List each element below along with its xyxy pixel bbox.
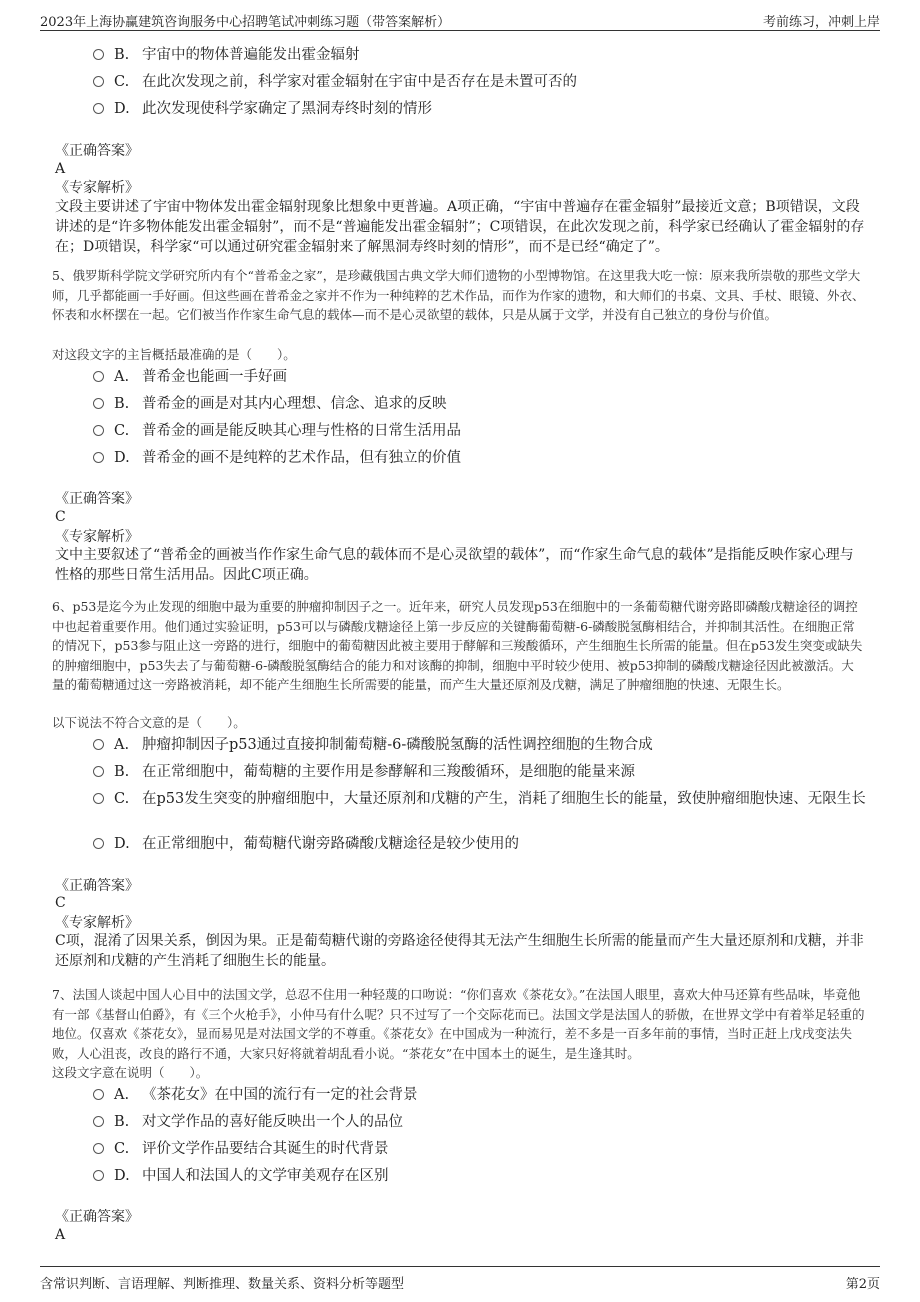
- q5-stem: 5、俄罗斯科学院文学研究所内有个“普希金之家”，是珍藏俄国古典文学大师们遗物的小型博物馆。在这里我大吃一惊：原来我所崇敬的那些文学大师，几乎都能画一手好画。但这些画在普希金之家并不作为一种纯粹的艺术作品，而作为作家的遗物，和大师们的书桌、文具、手杖、眼镜、外衣、怀表和水杯摆在一起。它们被当作作家生命气息的载体—而不是心灵欲望的载体，只是从属于文学，并没有自己独立的身份与价值。: [52, 268, 865, 322]
- q4-answer-label: 《正确答案》: [55, 143, 139, 159]
- q6-stem: 6、p53是迄今为止发现的细胞中最为重要的肿瘤抑制因子之一。近年来，研究人员发现p53在细胞中的一条葡萄糖代谢旁路即磷酸戊糖途径的调控中也起着重要作用。他们通过实验证明，p53可以与磷酸戊糖途径上第一步反应的关键酶葡萄糖-6-磷酸脱氢酶相结合，并抑制其活性。在细胞正常的情况下，p53参与阻止这一旁路的进行，细胞中的葡萄糖因此被主要用于酵解和三羧酸循环，产生细胞生长所需的能量。但在p53发生突变或缺失的肿瘤细胞中，p53失去了与葡萄糖-6-磷酸脱氢酶结合的能力和对该酶的抑制，细胞中平时较少使用、被p53抑制的磷酸戊糖途径因此被激活。大量的葡萄糖通过这一旁路被消耗，却不能产生细胞生长所需要的能量，而产生大量还原剂及戊糖，满足了肿瘤细胞的快速、无限生长。: [52, 599, 863, 692]
- q5-question: 对这段文字的主旨概括最准确的是（ ）。: [52, 347, 296, 362]
- q5-analysis-label: 《专家解析》: [55, 529, 139, 545]
- q6-option-c[interactable]: C. 在p53发生突变的肿瘤细胞中，大量还原剂和戊糖的产生，消耗了细胞生长的能量，致使肿瘤细胞快速、无限生长: [93, 789, 868, 809]
- q7-answer-label: 《正确答案》: [55, 1209, 139, 1225]
- q6-option-d[interactable]: D. 在正常细胞中，葡萄糖代谢旁路磷酸戊糖途径是较少使用的: [93, 834, 519, 854]
- header-slogan: 考前练习，冲刺上岸: [762, 15, 880, 30]
- q5-option-a[interactable]: A. 普希金也能画一手好画: [93, 367, 287, 387]
- q4-analysis: 文段主要讲述了宇宙中物体发出霍金辐射现象比想象中更普遍。A项正确，“宇宙中普遍存在霍金辐射”最接近文意；B项错误，文段讲述的是“许多物体能发出霍金辐射”，而不是“普遍能发出霍金辐射”；C项错误，在此次发现之前，科学家已经确认了霍金辐射的存在；D项错误，科学家“可以通过研究霍金辐射来了解黑洞寿终时刻的情形”，而不是已经“确定了”。: [55, 199, 865, 255]
- q5-answer-label: 《正确答案》: [55, 491, 139, 507]
- q7-stem: 7、法国人谈起中国人心目中的法国文学，总忍不住用一种轻蔑的口吻说：“你们喜欢《茶花女》。”在法国人眼里，喜欢大仲马还算有些品味，毕竟他有一部《基督山伯爵》，有《三个火枪手》，小仲马有什么呢？只不过写了一个交际花而已。法国文学是法国人的骄傲，在世界文学中有着举足轻重的地位。仅喜欢《茶花女》，显而易见是对法国文学的不尊重。《茶花女》在中国成为一种流行，差不多是一百多年前的事情，当时正赶上戊戌变法失败，人心沮丧，改良的路行不通，大家只好将就着胡乱看小说。“茶花女”在中国本土的诞生，是生逢其时。: [52, 987, 865, 1061]
- q4-answer: A: [55, 161, 66, 177]
- q6-question: 以下说法不符合文意的是（ ）。: [52, 715, 246, 730]
- radio-icon[interactable]: [93, 371, 104, 382]
- q4-analysis-label: 《专家解析》: [55, 180, 139, 196]
- radio-icon[interactable]: [93, 425, 104, 436]
- q4-option-d[interactable]: D. 此次发现使科学家确定了黑洞寿终时刻的情形: [93, 99, 432, 119]
- radio-icon[interactable]: [93, 766, 104, 777]
- radio-icon[interactable]: [93, 103, 104, 114]
- page-number: 第2页: [845, 1277, 880, 1292]
- q6-option-b[interactable]: B. 在正常细胞中，葡萄糖的主要作用是参酵解和三羧酸循环，是细胞的能量来源: [93, 762, 635, 782]
- q7-option-b[interactable]: B. 对文学作品的喜好能反映出一个人的品位: [93, 1112, 403, 1132]
- radio-icon[interactable]: [93, 838, 104, 849]
- radio-icon[interactable]: [93, 452, 104, 463]
- q4-option-c[interactable]: C. 在此次发现之前，科学家对霍金辐射在宇宙中是否存在是未置可否的: [93, 72, 577, 92]
- q4-option-b[interactable]: B. 宇宙中的物体普遍能发出霍金辐射: [93, 45, 360, 65]
- radio-icon[interactable]: [93, 1170, 104, 1181]
- q5-option-b[interactable]: B. 普希金的画是对其内心理想、信念、追求的反映: [93, 394, 447, 414]
- document-title: 2023年上海协赢建筑咨询服务中心招聘笔试冲刺练习题（带答案解析）: [40, 15, 451, 30]
- q5-analysis: 文中主要叙述了“普希金的画被当作作家生命气息的载体而不是心灵欲望的载体”，而“作家生命气息的载体”是指能反映作家心理与性格的那些日常生活用品。因此C项正确。: [55, 547, 854, 583]
- q5-answer: C: [55, 509, 66, 525]
- q7-answer: A: [55, 1227, 66, 1243]
- q5-option-d[interactable]: D. 普希金的画不是纯粹的艺术作品，但有独立的价值: [93, 448, 461, 468]
- footer-note: 含常识判断、言语理解、判断推理、数量关系、资料分析等题型: [40, 1277, 405, 1292]
- radio-icon[interactable]: [93, 398, 104, 409]
- q7-option-a[interactable]: A. 《茶花女》在中国的流行有一定的社会背景: [93, 1085, 418, 1105]
- radio-icon[interactable]: [93, 739, 104, 750]
- q7-option-d[interactable]: D. 中国人和法国人的文学审美观存在区别: [93, 1166, 389, 1186]
- q6-analysis: C项，混淆了因果关系，倒因为果。正是葡萄糖代谢的旁路途径使得其无法产生细胞生长所需的能量而产生大量还原剂和戊糖，并非还原剂和戊糖的产生消耗了细胞生长的能量。: [55, 933, 864, 969]
- radio-icon[interactable]: [93, 1089, 104, 1100]
- page-header: [40, 8, 880, 31]
- q6-answer-label: 《正确答案》: [55, 878, 139, 894]
- q6-option-a[interactable]: A. 肿瘤抑制因子p53通过直接抑制葡萄糖-6-磷酸脱氢酶的活性调控细胞的生物合成: [93, 735, 653, 755]
- radio-icon[interactable]: [93, 793, 104, 804]
- page-footer: [40, 1266, 880, 1293]
- radio-icon[interactable]: [93, 49, 104, 60]
- radio-icon[interactable]: [93, 1143, 104, 1154]
- radio-icon[interactable]: [93, 1116, 104, 1127]
- q7-option-c[interactable]: C. 评价文学作品要结合其诞生的时代背景: [93, 1139, 389, 1159]
- radio-icon[interactable]: [93, 76, 104, 87]
- q6-answer: C: [55, 895, 66, 911]
- q7-question: 这段文字意在说明（ ）。: [52, 1065, 209, 1080]
- q5-option-c[interactable]: C. 普希金的画是能反映其心理与性格的日常生活用品: [93, 421, 461, 441]
- q6-analysis-label: 《专家解析》: [55, 915, 139, 931]
